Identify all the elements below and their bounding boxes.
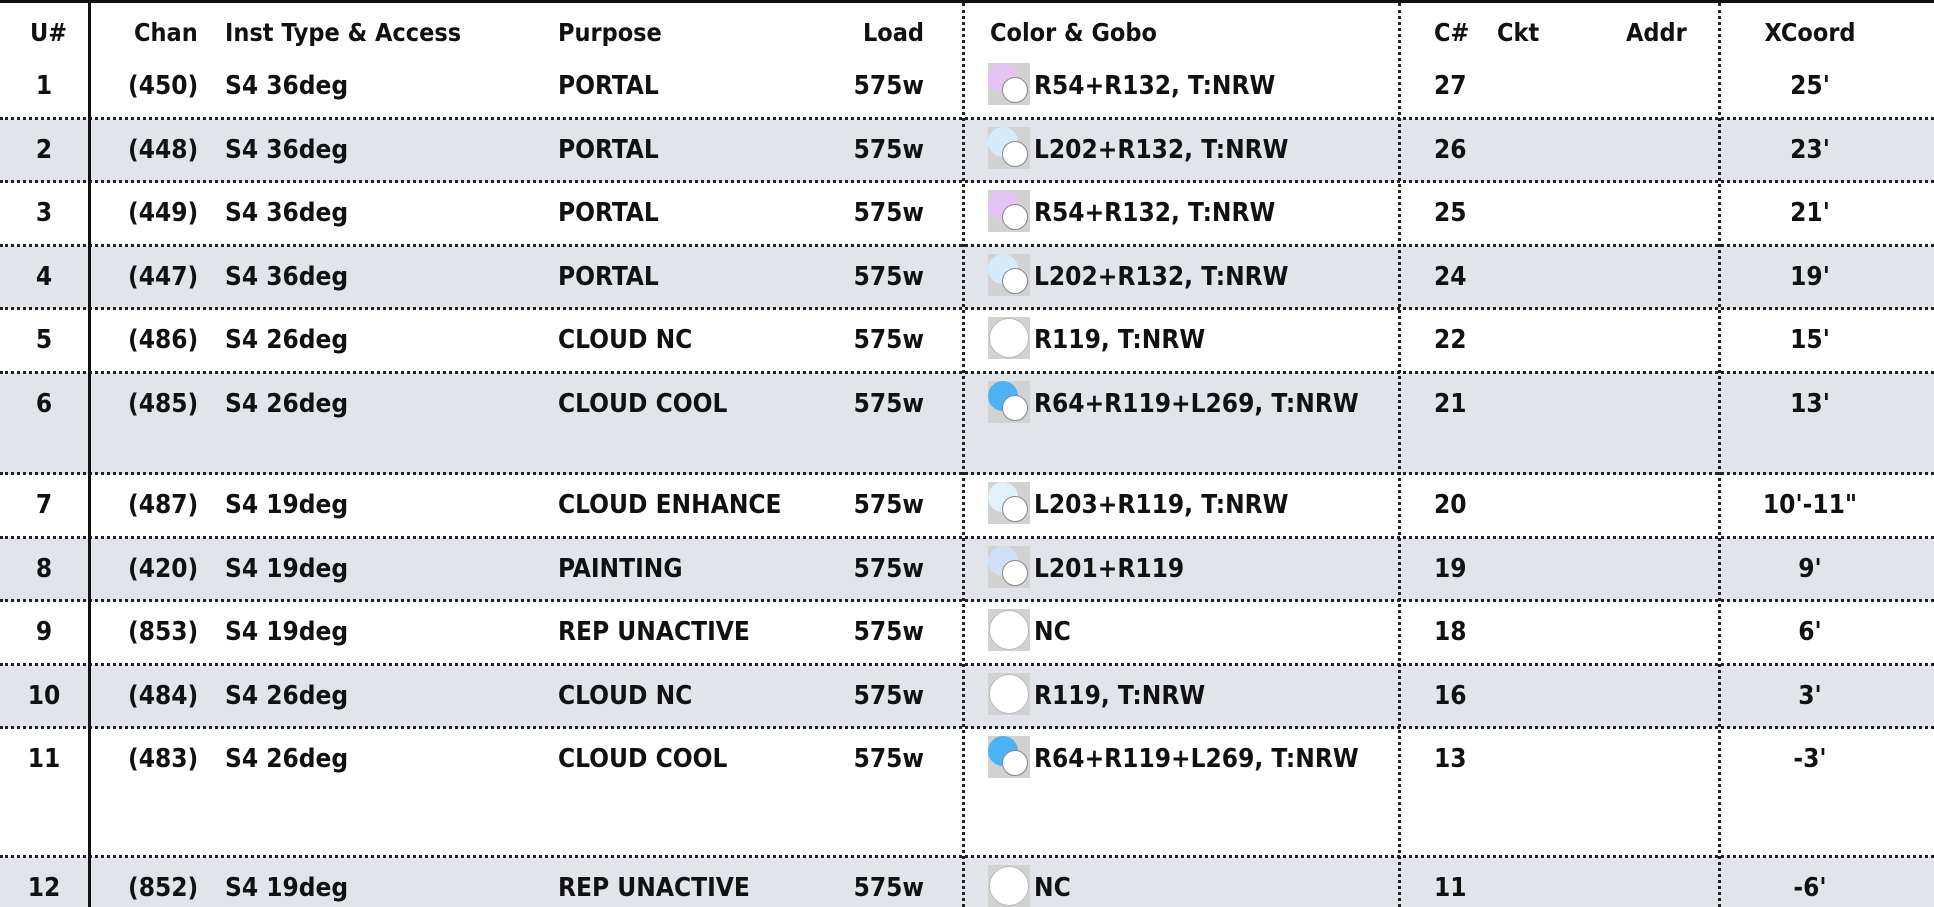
row-separator [0, 472, 1934, 475]
unit-cell: 7 [35, 490, 53, 520]
color-cell: L201+R119 [1034, 554, 1185, 584]
table-row [0, 309, 1934, 373]
gel-swatch-icon [988, 127, 1030, 169]
circuit-num-cell: 21 [1434, 389, 1467, 419]
table-row [0, 55, 1934, 119]
header-row [0, 12, 1934, 52]
xcoord-cell: 25' [1790, 71, 1830, 101]
inst-cell: S4 26deg [225, 744, 349, 774]
circuit-num-cell: 24 [1434, 262, 1467, 292]
purpose-cell: PORTAL [558, 71, 659, 101]
load-cell: 575w [853, 681, 924, 711]
swatch-base-circle [1002, 141, 1028, 167]
xcoord-cell: 6' [1798, 617, 1822, 647]
column-divider [1718, 3, 1721, 907]
color-cell: L202+R132, T:NRW [1034, 135, 1289, 165]
load-cell: 575w [853, 325, 924, 355]
gel-swatch-icon [988, 254, 1030, 296]
purpose-cell: REP UNACTIVE [558, 873, 750, 903]
color-cell: R64+R119+L269, T:NRW [1034, 744, 1359, 774]
load-cell: 575w [853, 490, 924, 520]
header-unit: U# [30, 18, 68, 47]
purpose-cell: PORTAL [558, 262, 659, 292]
chan-cell: (448) [128, 135, 199, 165]
purpose-cell: PAINTING [558, 554, 683, 584]
purpose-cell: CLOUD NC [558, 325, 693, 355]
header-xcoord: XCoord [1764, 18, 1856, 47]
color-cell: R54+R132, T:NRW [1034, 71, 1276, 101]
circuit-num-cell: 18 [1434, 617, 1467, 647]
color-cell: L202+R132, T:NRW [1034, 262, 1289, 292]
swatch-base-circle [1002, 204, 1028, 230]
table-row [0, 119, 1934, 182]
unit-column-rule [88, 3, 91, 907]
load-cell: 575w [853, 873, 924, 903]
row-separator [0, 599, 1934, 602]
row-separator [0, 663, 1934, 666]
gel-swatch-icon [988, 482, 1030, 524]
chan-cell: (420) [128, 554, 199, 584]
circuit-num-cell: 27 [1434, 71, 1467, 101]
unit-cell: 3 [35, 198, 53, 228]
purpose-cell: CLOUD COOL [558, 389, 728, 419]
row-separator [0, 536, 1934, 539]
circuit-num-cell: 11 [1434, 873, 1467, 903]
swatch-color-circle [989, 318, 1029, 358]
row-separator [0, 371, 1934, 374]
inst-cell: S4 19deg [225, 617, 349, 647]
header-circuit-num: C# [1434, 18, 1470, 47]
header-purpose: Purpose [558, 18, 662, 47]
unit-cell: 9 [35, 617, 53, 647]
table-row [0, 182, 1934, 246]
inst-cell: S4 19deg [225, 873, 349, 903]
column-divider [1398, 3, 1401, 907]
color-cell: R54+R132, T:NRW [1034, 198, 1276, 228]
inst-cell: S4 19deg [225, 490, 349, 520]
unit-cell: 12 [27, 873, 61, 903]
row-separator [0, 726, 1934, 729]
swatch-color-circle [989, 674, 1029, 714]
row-separator [0, 244, 1934, 247]
xcoord-cell: 3' [1798, 681, 1822, 711]
color-cell: NC [1034, 873, 1071, 903]
inst-cell: S4 26deg [225, 389, 349, 419]
unit-cell: 8 [35, 554, 53, 584]
xcoord-cell: 10'-11" [1762, 490, 1858, 520]
circuit-num-cell: 16 [1434, 681, 1467, 711]
gel-swatch-icon [988, 673, 1030, 715]
chan-cell: (449) [128, 198, 199, 228]
table-row [0, 373, 1934, 474]
circuit-num-cell: 19 [1434, 554, 1467, 584]
row-separator [0, 180, 1934, 183]
load-cell: 575w [853, 389, 924, 419]
header-load: Load [862, 18, 924, 47]
unit-cell: 11 [27, 744, 61, 774]
gel-swatch-icon [988, 736, 1030, 778]
unit-cell: 5 [35, 325, 53, 355]
load-cell: 575w [853, 71, 924, 101]
table-row [0, 857, 1934, 907]
circuit-num-cell: 25 [1434, 198, 1467, 228]
header-ckt: Ckt [1497, 18, 1540, 47]
top-border [0, 0, 1934, 3]
unit-cell: 6 [35, 389, 53, 419]
xcoord-cell: 15' [1790, 325, 1830, 355]
row-separator [0, 117, 1934, 120]
chan-cell: (486) [128, 325, 199, 355]
purpose-cell: CLOUD ENHANCE [558, 490, 782, 520]
load-cell: 575w [853, 617, 924, 647]
load-cell: 575w [853, 744, 924, 774]
gel-swatch-icon [988, 381, 1030, 423]
swatch-base-circle [1002, 496, 1028, 522]
gel-swatch-icon [988, 63, 1030, 105]
table-row [0, 538, 1934, 601]
swatch-color-circle [989, 866, 1029, 906]
purpose-cell: REP UNACTIVE [558, 617, 750, 647]
color-cell: NC [1034, 617, 1071, 647]
swatch-color-circle [989, 610, 1029, 650]
chan-cell: (450) [128, 71, 199, 101]
inst-cell: S4 19deg [225, 554, 349, 584]
table-row [0, 665, 1934, 728]
inst-cell: S4 36deg [225, 135, 349, 165]
color-cell: R119, T:NRW [1034, 325, 1206, 355]
load-cell: 575w [853, 135, 924, 165]
row-separator [0, 855, 1934, 858]
swatch-base-circle [1002, 395, 1028, 421]
header-inst: Inst Type & Access [225, 18, 462, 47]
header-addr: Addr [1626, 18, 1687, 47]
gel-swatch-icon [988, 317, 1030, 359]
xcoord-cell: 21' [1790, 198, 1830, 228]
inst-cell: S4 36deg [225, 198, 349, 228]
xcoord-cell: 9' [1798, 554, 1822, 584]
xcoord-cell: 23' [1790, 135, 1830, 165]
swatch-base-circle [1002, 77, 1028, 103]
load-cell: 575w [853, 262, 924, 292]
swatch-base-circle [1002, 268, 1028, 294]
load-cell: 575w [853, 198, 924, 228]
chan-cell: (853) [128, 617, 199, 647]
unit-cell: 10 [27, 681, 61, 711]
color-cell: R119, T:NRW [1034, 681, 1206, 711]
xcoord-cell: -6' [1793, 873, 1827, 903]
purpose-cell: PORTAL [558, 135, 659, 165]
table-row [0, 601, 1934, 665]
swatch-base-circle [1002, 560, 1028, 586]
header-chan: Chan [134, 18, 198, 47]
inst-cell: S4 26deg [225, 325, 349, 355]
circuit-num-cell: 13 [1434, 744, 1467, 774]
inst-cell: S4 36deg [225, 262, 349, 292]
row-separator [0, 307, 1934, 310]
unit-cell: 2 [35, 135, 53, 165]
chan-cell: (487) [128, 490, 199, 520]
table-row [0, 246, 1934, 309]
purpose-cell: CLOUD COOL [558, 744, 728, 774]
chan-cell: (447) [128, 262, 199, 292]
inst-cell: S4 36deg [225, 71, 349, 101]
chan-cell: (485) [128, 389, 199, 419]
circuit-num-cell: 20 [1434, 490, 1467, 520]
circuit-num-cell: 22 [1434, 325, 1467, 355]
chan-cell: (483) [128, 744, 199, 774]
gel-swatch-icon [988, 546, 1030, 588]
color-cell: L203+R119, T:NRW [1034, 490, 1289, 520]
table-row [0, 474, 1934, 538]
purpose-cell: PORTAL [558, 198, 659, 228]
purpose-cell: CLOUD NC [558, 681, 693, 711]
xcoord-cell: 13' [1790, 389, 1830, 419]
unit-cell: 4 [35, 262, 53, 292]
unit-cell: 1 [35, 71, 53, 101]
gel-swatch-icon [988, 190, 1030, 232]
gel-swatch-icon [988, 865, 1030, 907]
chan-cell: (852) [128, 873, 199, 903]
gel-swatch-icon [988, 609, 1030, 651]
column-divider [962, 3, 965, 907]
inst-cell: S4 26deg [225, 681, 349, 711]
color-cell: R64+R119+L269, T:NRW [1034, 389, 1359, 419]
xcoord-cell: 19' [1790, 262, 1830, 292]
load-cell: 575w [853, 554, 924, 584]
xcoord-cell: -3' [1793, 744, 1827, 774]
table-row [0, 728, 1934, 857]
chan-cell: (484) [128, 681, 199, 711]
circuit-num-cell: 26 [1434, 135, 1467, 165]
header-color: Color & Gobo [990, 18, 1157, 47]
swatch-base-circle [1002, 750, 1028, 776]
